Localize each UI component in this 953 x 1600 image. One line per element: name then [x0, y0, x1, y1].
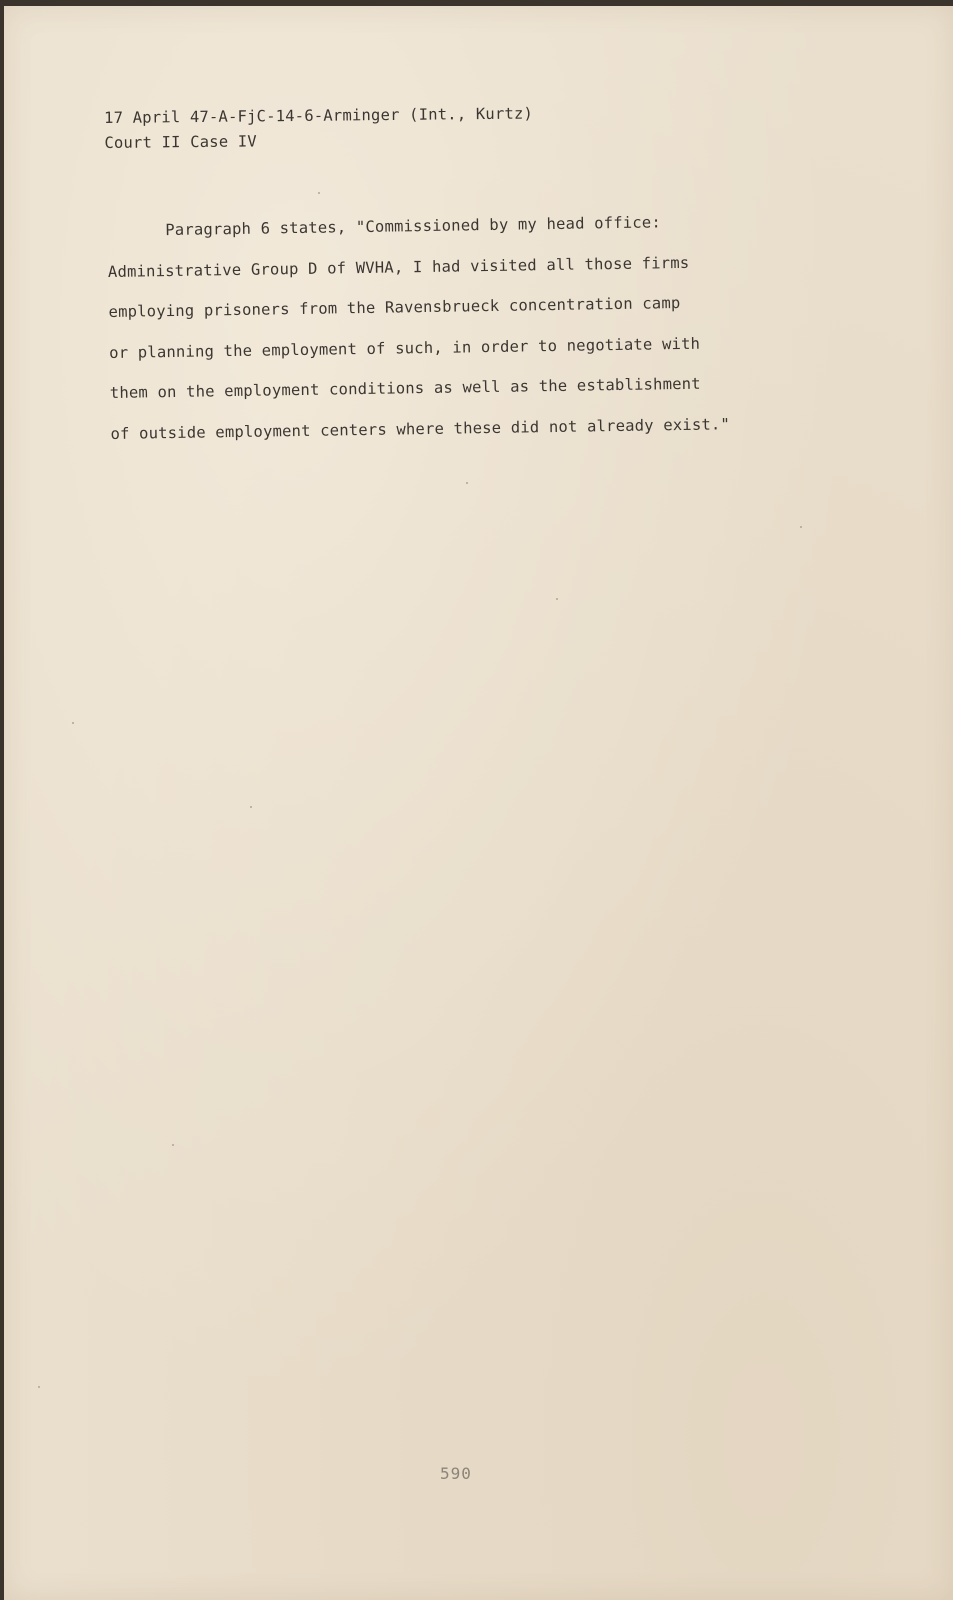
paper-speck [800, 526, 802, 528]
document-page [4, 6, 953, 1600]
paragraph-line: or planning the employment of such, in order to negotiate with [109, 334, 701, 362]
paper-speck [72, 722, 74, 724]
page-number: 590 [440, 1464, 472, 1483]
header-court-case: Court II Case IV [104, 132, 257, 152]
paper-speck [38, 1386, 40, 1388]
paper-speck [250, 806, 252, 808]
paragraph-line: employing prisoners from the Ravensbrueck concentration camp [108, 294, 681, 321]
document-header [104, 102, 533, 156]
paragraph-line: Administrative Group D of WVHA, I had visited all those firms [107, 253, 690, 281]
paper-speck [172, 1144, 174, 1146]
paper-speck [318, 192, 320, 194]
paragraph-line: Paragraph 6 states, "Commissioned by my head office: [165, 213, 662, 240]
paragraph-line: them on the employment conditions as well as the establishment [109, 374, 701, 402]
quoted-paragraph [107, 201, 730, 454]
paper-speck [466, 482, 468, 484]
paper-speck [556, 598, 558, 600]
paragraph-line: of outside employment centers where these did not already exist." [110, 414, 731, 443]
header-date-reference: 17 April 47-A-FjC-14-6-Arminger (Int., Kurtz) [104, 104, 534, 127]
